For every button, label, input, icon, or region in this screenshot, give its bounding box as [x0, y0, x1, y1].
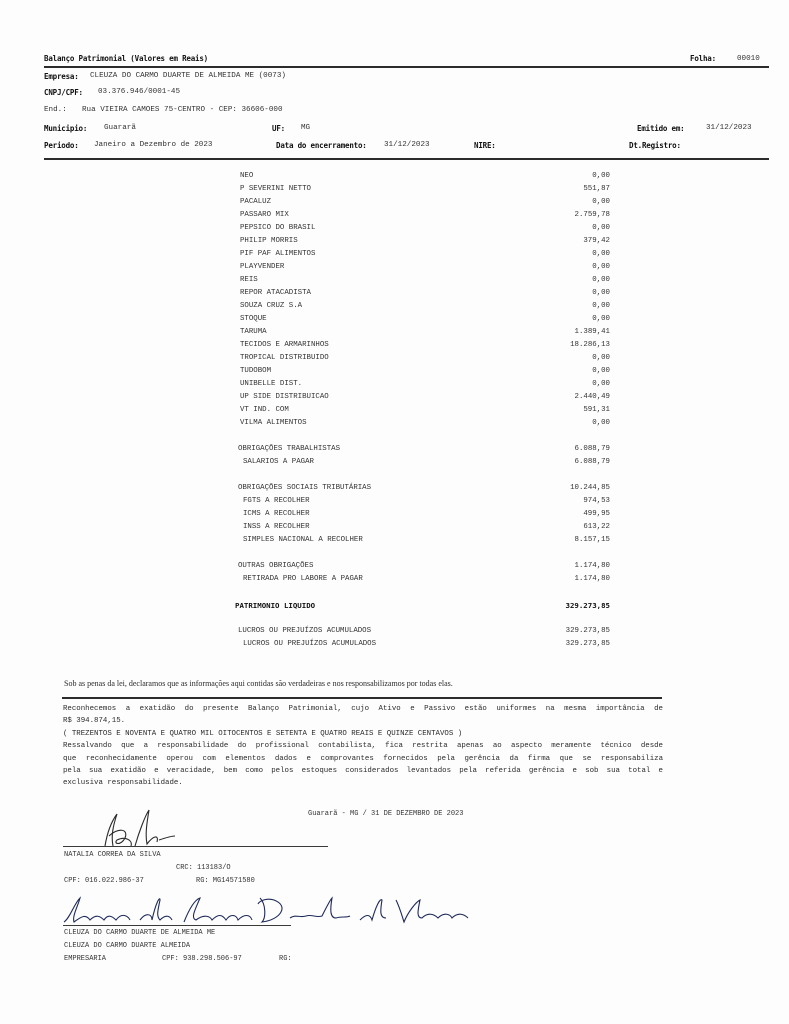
paragraph-line: R$ 394.874,15. — [63, 717, 126, 726]
row-value: 0,00 — [592, 250, 610, 258]
row-label: OUTRAS OBRIGAÇÕES — [238, 562, 314, 570]
row-label: REPOR ATACADISTA — [240, 289, 311, 297]
row-value: 329.273,85 — [565, 627, 610, 635]
row-value: 0,00 — [592, 289, 610, 297]
table-row — [240, 523, 610, 536]
paragraph-line: Reconhecemos a exatidão do presente Balanço Patrimonial, cujo Ativo e Passivo estão uniformes na mesma importância de — [63, 705, 663, 713]
row-label: RETIRADA PRO LABORE A PAGAR — [243, 575, 363, 583]
row-value: 0,00 — [592, 302, 610, 310]
row-label: SALARIOS A PAGAR — [243, 458, 314, 466]
emitido-value: 31/12/2023 — [706, 124, 752, 132]
owner-rg: RG: — [279, 955, 292, 963]
row-value: 0,00 — [592, 263, 610, 271]
row-value: 0,00 — [592, 367, 610, 375]
row-label: PASSARO MIX — [240, 211, 289, 219]
row-label: PEPSICO DO BRASIL — [240, 224, 316, 232]
row-value: 0,00 — [592, 315, 610, 323]
row-value: 329.273,85 — [565, 640, 610, 648]
table-row — [240, 250, 610, 263]
row-label: STOQUE — [240, 315, 267, 323]
cnpj-label: CNPJ/CPF: — [44, 88, 83, 97]
table-row — [240, 367, 610, 380]
row-value: 0,00 — [592, 276, 610, 284]
municipio-value: Guararã — [104, 124, 136, 132]
row-label: PIF PAF ALIMENTOS — [240, 250, 316, 258]
row-value: 379,42 — [583, 237, 610, 245]
table-row — [240, 380, 610, 393]
row-label: PATRIMONIO LIQUIDO — [235, 601, 316, 610]
table-row — [240, 640, 610, 653]
owner-name: CLEUZA DO CARMO DUARTE ALMEIDA — [64, 942, 191, 950]
emitido-label: Emitido em: — [637, 124, 685, 133]
paragraph-line: exclusiva responsabilidade. — [63, 779, 183, 788]
table-row — [240, 419, 610, 432]
table-row — [240, 302, 610, 315]
header-bottom-rule — [44, 158, 769, 160]
table-row — [240, 341, 610, 354]
row-label: SIMPLES NACIONAL A RECOLHER — [243, 536, 363, 544]
table-row — [240, 354, 610, 367]
row-value: 0,00 — [592, 354, 610, 362]
row-label: REIS — [240, 276, 258, 284]
row-value: 18.286,13 — [570, 341, 610, 349]
row-label: UP SIDE DISTRIBUICAO — [240, 393, 329, 401]
folha-value: 00010 — [737, 55, 760, 63]
row-value: 6.088,79 — [574, 458, 610, 466]
folha-label: Folha: — [690, 54, 716, 63]
table-row — [240, 484, 610, 497]
paragraph-line: ( TREZENTOS E NOVENTA E QUATRO MIL OITOCENTOS E SETENTA E QUATRO REAIS E QUINZE CENTAVOS ) — [63, 729, 463, 738]
row-label: PHILIP MORRIS — [240, 237, 298, 245]
row-value: 0,00 — [592, 198, 610, 206]
table-row — [240, 172, 610, 185]
periodo-label: Periodo: — [44, 141, 79, 150]
row-label: FGTS A RECOLHER — [243, 497, 310, 505]
table-row — [240, 198, 610, 211]
row-value: 1.389,41 — [574, 328, 610, 336]
table-row — [240, 315, 610, 328]
cnpj-value: 03.376.946/0001-45 — [98, 88, 181, 96]
row-label: TUDOBOM — [240, 367, 272, 375]
row-label: LUCROS OU PREJUÍZOS ACUMULADOS — [243, 640, 377, 648]
endereco-label: End.: — [44, 106, 67, 114]
table-row — [240, 211, 610, 224]
table-row — [240, 185, 610, 198]
periodo-value: Janeiro a Dezembro de 2023 — [94, 141, 213, 149]
table-row — [240, 536, 610, 549]
declaration-text: Sob as penas da lei, declaramos que as informações aqui contidas são verdadeiras e nos responsabilizamos por todas elas. — [64, 679, 453, 688]
accountant-cpf: CPF: 016.022.986-37 — [64, 877, 144, 885]
row-label: TROPICAL DISTRIBUIDO — [240, 354, 329, 362]
row-label: OBRIGAÇÕES TRABALHISTAS — [238, 445, 341, 453]
row-value: 551,87 — [583, 185, 610, 193]
registro-label: Dt.Registro: — [629, 141, 681, 150]
row-value: 499,95 — [583, 510, 610, 518]
empresa-label: Empresa: — [44, 72, 79, 81]
table-row — [240, 224, 610, 237]
owner-signature-line — [63, 925, 291, 926]
table-row — [240, 276, 610, 289]
row-label: NEO — [240, 172, 254, 180]
table-row — [240, 458, 610, 471]
accountant-name: NATALIA CORREA DA SILVA — [64, 851, 161, 859]
declaration-rule — [62, 697, 662, 699]
row-value: 10.244,85 — [570, 484, 610, 492]
table-row — [240, 575, 610, 588]
header-top-rule — [44, 66, 769, 68]
row-label: ICMS A RECOLHER — [243, 510, 310, 518]
accountant-rg: RG: MG14571580 — [196, 877, 255, 885]
row-value: 1.174,80 — [574, 575, 610, 583]
row-value: 0,00 — [592, 172, 610, 180]
row-label: TARUMA — [240, 328, 267, 336]
row-value: 6.088,79 — [574, 445, 610, 453]
accountant-signature-line — [63, 846, 328, 847]
paragraph-line: que reconhecidamente operou com elementos dados e comprovantes fornecidos pela gerência da firma que se responsabiliza — [63, 754, 663, 763]
row-label: P SEVERINI NETTO — [240, 185, 311, 193]
table-row — [240, 406, 610, 419]
endereco-value: Rua VIEIRA CAMOES 75-CENTRO - CEP: 36606-000 — [82, 106, 283, 114]
table-row — [240, 328, 610, 341]
table-row — [240, 393, 610, 406]
table-row — [240, 510, 610, 523]
row-label: LUCROS OU PREJUÍZOS ACUMULADOS — [238, 627, 372, 635]
row-value: 2.759,78 — [574, 211, 610, 219]
table-row — [240, 562, 610, 575]
municipio-label: Municipio: — [44, 124, 88, 133]
row-label: OBRIGAÇÕES SOCIAIS TRIBUTÁRIAS — [238, 484, 372, 492]
table-row — [240, 289, 610, 302]
table-row — [240, 445, 610, 458]
row-label: TECIDOS E ARMARINHOS — [240, 341, 329, 349]
uf-value: MG — [301, 124, 311, 132]
row-value: 0,00 — [592, 224, 610, 232]
owner-cpf: CPF: 938.298.506-97 — [162, 955, 242, 963]
row-value: 613,22 — [583, 523, 610, 531]
row-label: UNIBELLE DIST. — [240, 380, 303, 388]
place-date: Guararã - MG / 31 DE DEZEMBRO DE 2023 — [308, 810, 464, 818]
accountant-crc: CRC: 113183/O — [176, 864, 231, 872]
encerramento-label: Data do encerramento: — [276, 141, 367, 150]
paragraph-line: Ressalvando que a responsabilidade do profissional contabilista, fica restrita apenas ao aspecto meramente técnico desde — [63, 742, 663, 751]
row-value: 591,31 — [583, 406, 610, 414]
row-label: VT IND. COM — [240, 406, 289, 414]
report-title: Balanço Patrimonial (Valores em Reais) — [44, 54, 208, 63]
encerramento-value: 31/12/2023 — [384, 141, 430, 149]
empresa-value: CLEUZA DO CARMO DUARTE DE ALMEIDA ME (0073) — [90, 72, 286, 80]
row-value: 974,53 — [583, 497, 610, 505]
owner-company: CLEUZA DO CARMO DUARTE DE ALMEIDA ME — [64, 929, 216, 937]
paragraph-line: pela sua exatidão e veracidade, bem como pelos estoques considerados levantados pela referida gerência e sob sua total e — [63, 767, 663, 776]
row-label: PLAYVENDER — [240, 263, 285, 271]
table-row — [240, 237, 610, 250]
owner-role: EMPRESARIA — [64, 955, 107, 963]
row-value: 0,00 — [592, 419, 610, 427]
table-row — [240, 263, 610, 276]
table-row — [240, 627, 610, 640]
row-label: SOUZA CRUZ S.A — [240, 302, 303, 310]
recognition-paragraph — [63, 703, 663, 790]
row-value: 1.174,80 — [574, 562, 610, 570]
table-row — [240, 497, 610, 510]
row-value: 2.440,49 — [574, 393, 610, 401]
row-label: VILMA ALIMENTOS — [240, 419, 307, 427]
table-row — [235, 601, 610, 614]
nire-label: NIRE: — [474, 141, 496, 150]
row-label: PACALUZ — [240, 198, 272, 206]
row-label: INSS A RECOLHER — [243, 523, 310, 531]
row-value: 329.273,85 — [565, 601, 610, 610]
uf-label: UF: — [272, 124, 285, 133]
row-value: 8.157,15 — [574, 536, 610, 544]
row-value: 0,00 — [592, 380, 610, 388]
